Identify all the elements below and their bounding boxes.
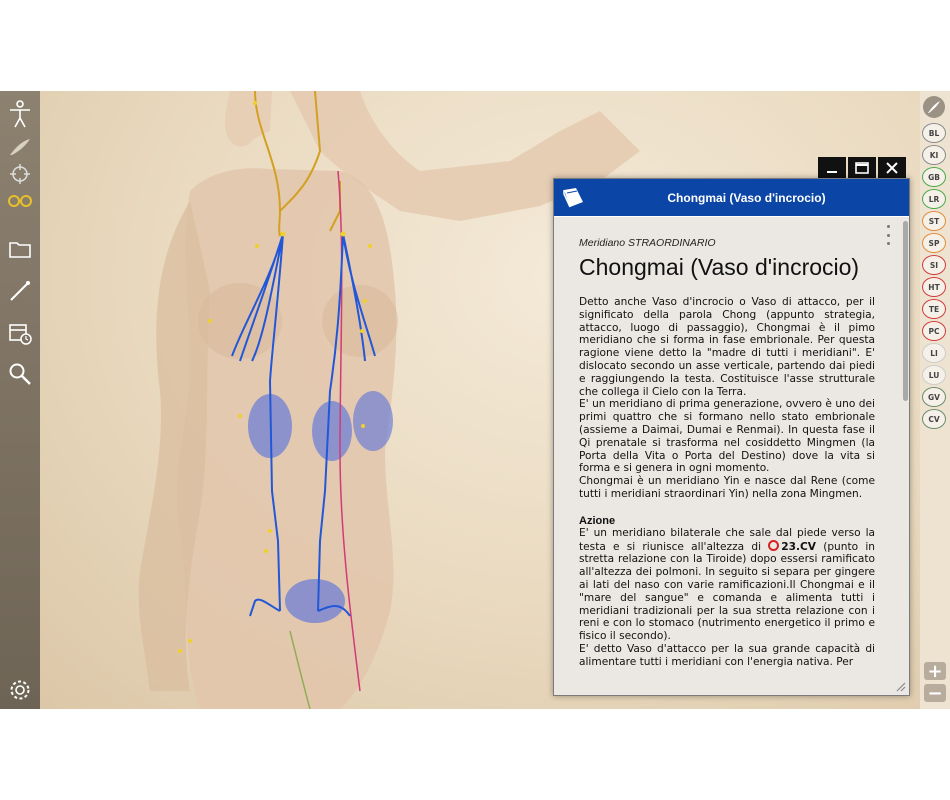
zoom-in-button[interactable]: + [924,662,946,680]
close-button[interactable] [878,157,906,179]
app-window [0,91,950,709]
info-panel [553,178,910,696]
resize-handle-icon[interactable] [894,680,906,692]
left-toolbar [0,91,40,709]
meridian-button-st[interactable]: ST [922,211,946,231]
zoom-out-button[interactable]: − [924,684,946,702]
meridian-button-si[interactable]: SI [922,255,946,275]
meridian-button-gb[interactable]: GB [922,167,946,187]
calendar-icon[interactable] [5,318,35,348]
meridian-button-lu[interactable]: LU [922,365,946,385]
folder-icon[interactable] [5,234,35,264]
meridian-button-li[interactable]: LI [922,343,946,363]
meridian-button-pc[interactable]: PC [922,321,946,341]
meridian-button-ht[interactable]: HT [922,277,946,297]
description-paragraph-2: E' un meridiano di prima generazione, ovvero è uno dei primi quattro che si formano nello stato embrionale (assieme a Daimai, Dumai e Renmai). In questa fase il Qi prenatale si trasforma nel cosiddetto Mingmen (la Porta della Vita o Porta del Destino) dove la vita si forma e si genera in ogni momento. [579,398,875,475]
needle-icon[interactable] [5,276,35,306]
window-controls [818,157,906,179]
glasses-icon[interactable] [5,185,35,215]
meridian-button-ki[interactable]: KI [922,145,946,165]
meridian-button-cv[interactable]: CV [922,409,946,429]
panel-header [554,179,909,216]
scrollbar[interactable] [903,221,908,401]
action-text-2: (punto in stretta relazione con la Tiroide) dopo essersi ramificato all'altezza dei polmoni. In seguito si separa per gingere ai lati del naso con varie ramificazioni.Il Chongmai e il "mare del sangue" e comanda e alimenta tutti i meridiani tradizionali per la sua stretta relazione con i reni e con lo stomaco (nutrimento energetico il primo e fisico il secondo). [579,540,875,643]
maximize-button[interactable] [848,157,876,179]
close-icon [886,162,898,174]
panel-title: Chongmai (Vaso d'incrocio) [667,190,826,205]
action-paragraph [579,527,875,643]
meridian-button-gv[interactable]: GV [922,387,946,407]
body-view-icon[interactable] [5,99,35,129]
meridian-button-te[interactable]: TE [922,299,946,319]
more-options-icon[interactable] [883,225,893,245]
description-paragraph-3: Chongmai è un meridiano Yin e nasce dal Rene (come tutti i meridiani straordinari Yin) nella zona Mingmen. [579,475,875,500]
point-link-23cv[interactable]: 23.CV [781,540,816,553]
book-icon [554,187,592,209]
search-icon[interactable] [5,359,35,389]
meridian-bar [920,91,950,709]
maximize-icon [855,162,869,174]
meridian-button-lr[interactable]: LR [922,189,946,209]
settings-icon[interactable] [5,675,35,705]
action-text-1: E' un meridiano bilaterale che sale dal piede verso la testa e si riunisce all'altezza di [579,526,875,553]
point-marker-icon [768,540,779,551]
meridian-type: Meridiano STRAORDINARIO [579,237,716,249]
section-title-azione: Azione [579,514,616,527]
meridian-heading: Chongmai (Vaso d'incrocio) [579,254,860,280]
panel-body[interactable] [554,217,909,695]
meridian-button-sp[interactable]: SP [922,233,946,253]
action-paragraph-2: E' detto Vaso d'attacco per la sua grande capacità di alimentare tutti i meridiani con l'energia nativa. Per [579,642,875,668]
feather-toggle-icon[interactable] [923,96,945,118]
description-paragraph-1: Detto anche Vaso d'incrocio o Vaso di attacco, per il significato della parola Chong (appunto strategia, attacco, luogo di passaggio), Chongmai è il pimo meridiano che si forma in fase embrionale. Per questa ragione viene detto la "madre di tutti i meridiani". E' dislocato secondo un asse verticale, partendo dai piedi e raggiungendo la testa. Costituisce l'asse strutturale che collega il Cielo con la Terra. [579,296,875,398]
minimize-icon [826,162,838,174]
panel-content [579,237,875,669]
minimize-button[interactable] [818,157,846,179]
feather-icon[interactable] [5,132,35,162]
meridian-button-bl[interactable]: BL [922,123,946,143]
